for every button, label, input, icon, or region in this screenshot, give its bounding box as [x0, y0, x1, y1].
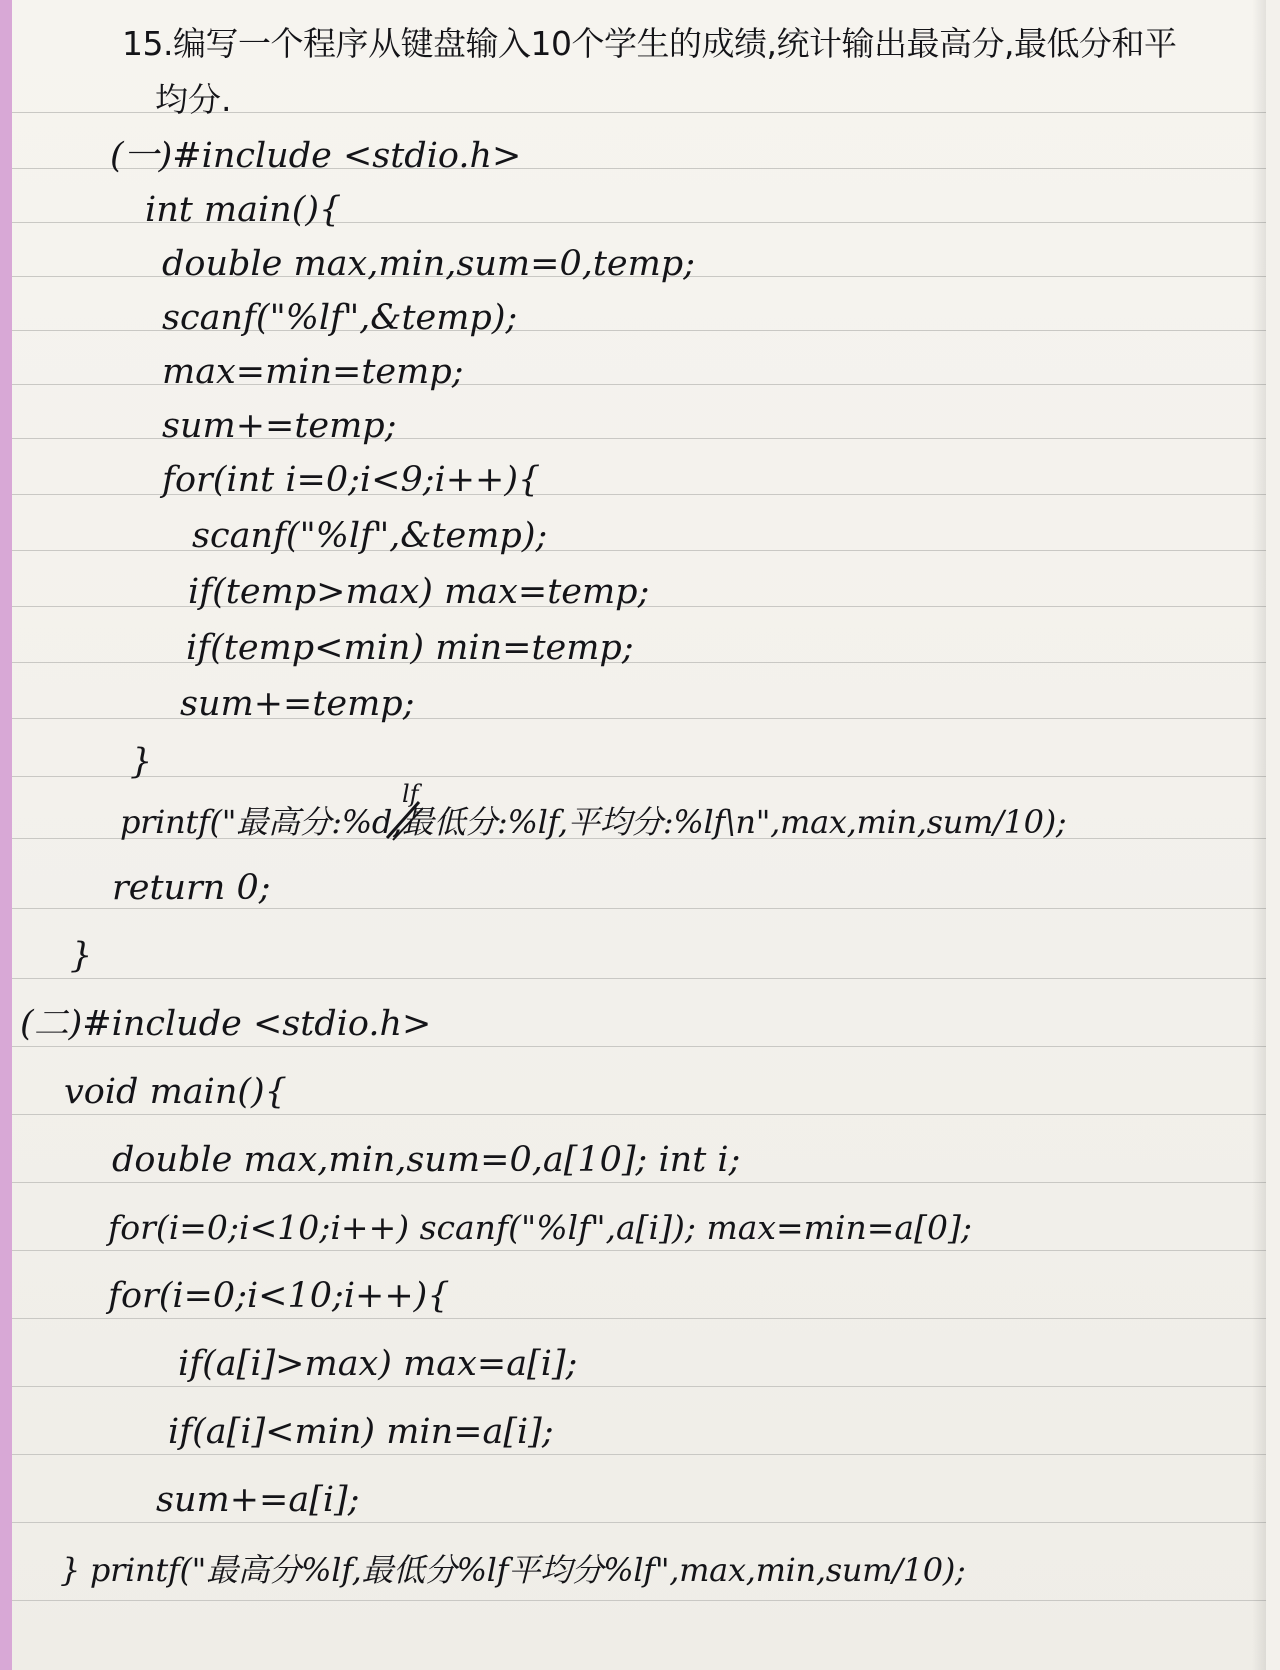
- code-line-declare-1: double max,min,sum=0,temp;: [162, 244, 695, 284]
- ruled-line: [12, 1386, 1266, 1387]
- code-line-include-1: (一)#include <stdio.h>: [110, 136, 522, 176]
- code-line-return-1: return 0;: [112, 868, 271, 908]
- ruled-line: [12, 978, 1266, 979]
- code-line-main-2: void main(){: [64, 1072, 287, 1112]
- ruled-line: [12, 1182, 1266, 1183]
- problem-statement-line-1: 15.编写一个程序从键盘输入10个学生的成绩,统计输出最高分,最低分和平: [122, 24, 1177, 63]
- correction-insert-mark: lf: [402, 780, 419, 808]
- code-line-main-1: int main(){: [145, 190, 342, 230]
- correction-strikethrough: [383, 798, 423, 842]
- code-line-scanf-1: scanf("%lf",&temp);: [162, 298, 518, 338]
- code-line-loop-sum-2: sum+=a[i];: [156, 1480, 360, 1520]
- code-line-loop-max-2: if(a[i]>max) max=a[i];: [178, 1344, 578, 1384]
- code-line-include-2: (二)#include <stdio.h>: [20, 1004, 432, 1044]
- code-line-close-main-1: }: [70, 936, 93, 976]
- ruled-line: [12, 908, 1266, 909]
- page-edge-shadow: [1252, 0, 1266, 1670]
- code-line-sum-1: sum+=temp;: [162, 406, 397, 446]
- code-line-for-2: for(i=0;i<10;i++){: [108, 1276, 450, 1316]
- code-line-printf-1: printf("最高分:%d,最低分:%lf,平均分:%lf\n",max,min,sum/10);: [120, 803, 1067, 841]
- ruled-line: [12, 1046, 1266, 1047]
- notebook-margin-strip: [0, 0, 12, 1670]
- code-line-read-loop-2: for(i=0;i<10;i++) scanf("%lf",a[i]); max=min=a[0];: [108, 1208, 972, 1247]
- ruled-line: [12, 1250, 1266, 1251]
- code-line-loop-sum-1: sum+=temp;: [180, 684, 415, 724]
- problem-statement-line-2: 均分.: [155, 80, 232, 119]
- code-line-for-1: for(int i=0;i<9;i++){: [162, 460, 541, 500]
- code-line-assign-1: max=min=temp;: [162, 352, 464, 392]
- ruled-line: [12, 1454, 1266, 1455]
- code-line-declare-2: double max,min,sum=0,a[10]; int i;: [112, 1140, 741, 1180]
- ruled-line: [12, 1318, 1266, 1319]
- ruled-line: [12, 1114, 1266, 1115]
- ruled-line: [12, 1522, 1266, 1523]
- ruled-line: [12, 1600, 1266, 1601]
- ruled-line: [12, 776, 1266, 777]
- code-line-close-brace-1: }: [130, 742, 153, 782]
- code-line-printf-2: } printf("最高分%lf,最低分%lf平均分%lf",max,min,sum/10);: [60, 1551, 966, 1589]
- code-line-loop-scanf-1: scanf("%lf",&temp);: [192, 516, 548, 556]
- code-line-loop-max-1: if(temp>max) max=temp;: [188, 572, 650, 612]
- code-line-loop-min-2: if(a[i]<min) min=a[i];: [168, 1412, 554, 1452]
- code-line-loop-min-1: if(temp<min) min=temp;: [186, 628, 634, 668]
